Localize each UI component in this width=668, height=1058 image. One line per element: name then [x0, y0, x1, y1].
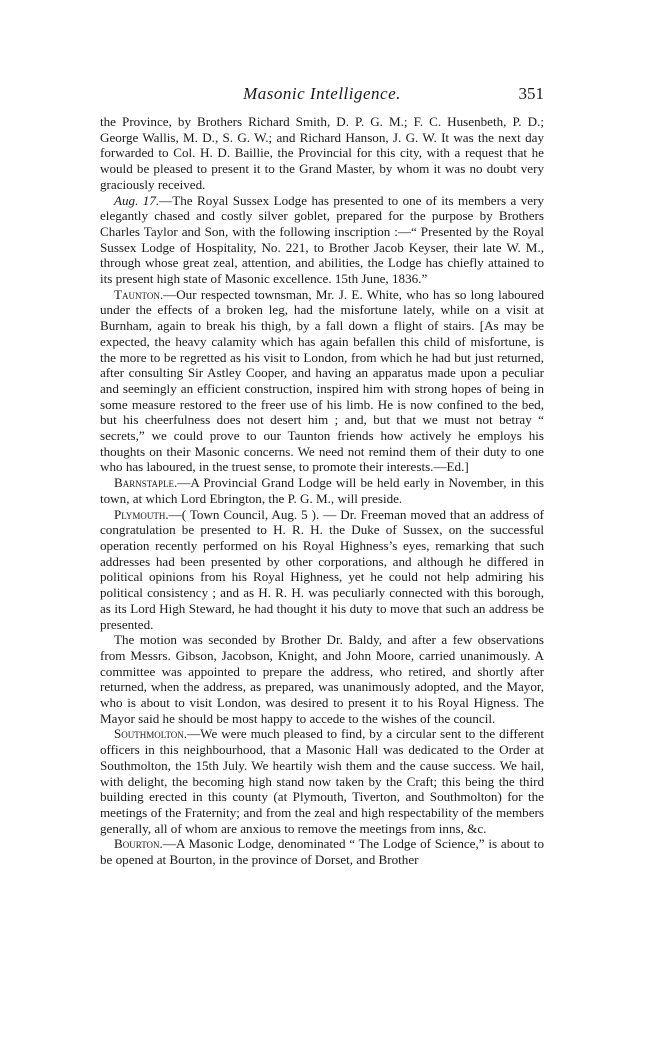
paragraph-text: —We were much pleased to find, by a circular sent to the different officers in this neighbourhood, that a Masonic Hall was dedicated to the Order at Southmolton, the 15th July. We heartily wish them and the cause success. We hail, with delight, the becoming high stand now taken by the Craft; this being the third building erected in this county (at Plymouth, Tiverton, and Southmolton) for the meetings of the Fraternity; and from the zeal and high respectability of the members generally, all of whom are anxious to remove the meetings from inns, &c. [100, 726, 544, 836]
paragraph-lead: Plymouth. [114, 506, 169, 522]
page-number: 351 [518, 84, 544, 103]
paragraph-bourton [100, 836, 544, 867]
paragraph-text: The motion was seconded by Brother Dr. Baldy, and after a few observations from Messrs. Gibson, Jacobson, Knight, and John Moore, carried unanimously. A committee was appointed to prepare the address, who retired, and shortly after returned, when the address, as prepared, was unanimously adopted, and the Mayor, who is about to visit London, was desired to present it to his Royal Higness. The Mayor said he should be most happy to accede to the wishes of the council. [100, 632, 544, 726]
paragraph-lead: Aug. 17. [114, 192, 160, 208]
running-header [100, 84, 544, 106]
paragraph-text: the Province, by Brothers Richard Smith, D. P. G. M.; F. C. Husenbeth, P. D.; George Wallis, M. D., S. G. W.; and Richard Hanson, J. G. W. It was the next day forwarded to Col. H. D. Baillie, the Provincial for this city, with a request that he would be pleased to present it to the Grand Master, by whom it was no doubt very graciously received. [100, 114, 544, 192]
paragraph-continuation [100, 114, 544, 193]
article-body [100, 114, 544, 868]
paragraph-text: —Our respected townsman, Mr. J. E. White, who has so long laboured under the effects of a broken leg, had the misfortune lately, while on a visit at Burnham, again to break his thigh, by a fall down a flight of stairs. [As may be expected, the heavy calamity which has again befallen this child of misfortune, is the more to be regretted as his visit to London, from which he had but just returned, after consulting Sir Astley Cooper, and having an apparatus made upon a peculiar and seemingly an efficient construction, inspired him with strong hopes of being in some measure restored to the freer use of his limb. He is now confined to the bed, but his cheerfulness does not desert him ; and, but that we must not betray “ secrets,” we could prove to our Taunton friends how actively he employs his thoughts on their Masonic concerns. We need not remind them of their duty to one who has laboured, in the truest sense, to promote their interests.—Ed.] [100, 286, 544, 475]
paragraph-text: —A Provincial Grand Lodge will be held early in November, in this town, at which Lord Ebrington, the P. G. M., will preside. [100, 475, 544, 506]
paragraph-motion [100, 632, 544, 726]
running-title: Masonic Intelligence. [243, 84, 401, 103]
paragraph-lead: Barnstaple. [114, 475, 178, 491]
paragraph-text: —A Masonic Lodge, denominated “ The Lodge of Science,” is about to be opened at Bourton, in the province of Dorset, and Brother [100, 836, 544, 868]
paragraph-lead: Southmolton. [114, 726, 188, 742]
paragraph-southmolton [100, 726, 544, 836]
paragraph-lead: Taunton. [114, 286, 164, 302]
paragraph-aug-17 [100, 193, 544, 287]
paragraph-plymouth [100, 507, 544, 633]
paragraph-lead: Bourton. [114, 836, 163, 852]
paragraph-taunton [100, 287, 544, 475]
paragraph-text: —The Royal Sussex Lodge has presented to one of its members a very elegantly chased and costly silver goblet, prepared for the purpose by Brothers Charles Taylor and Son, with the following inscription :—“ Presented by the Royal Sussex Lodge of Hospitality, No. 221, to Brother Jacob Keyser, their late W. M., through whose great zeal, attention, and abilities, the Lodge has chiefly attained to its present high state of Masonic excellence. 15th June, 1836.” [100, 192, 544, 287]
paragraph-barnstaple [100, 475, 544, 506]
paragraph-text: —( Town Council, Aug. 5 ). — Dr. Freeman moved that an address of congratulation be presented to H. R. H. the Duke of Sussex, on the successful operation recently performed on his Royal Highness’s eyes, remarking that such addresses had been presented by other corporations, and although he differed in political opinions from his Royal Highness, yet he could not help admiring his political consistency ; and as H. R. H. was peculiarly connected with this borough, as its Lord High Steward, he had thought it his duty to move that such an address be presented. [100, 506, 544, 632]
